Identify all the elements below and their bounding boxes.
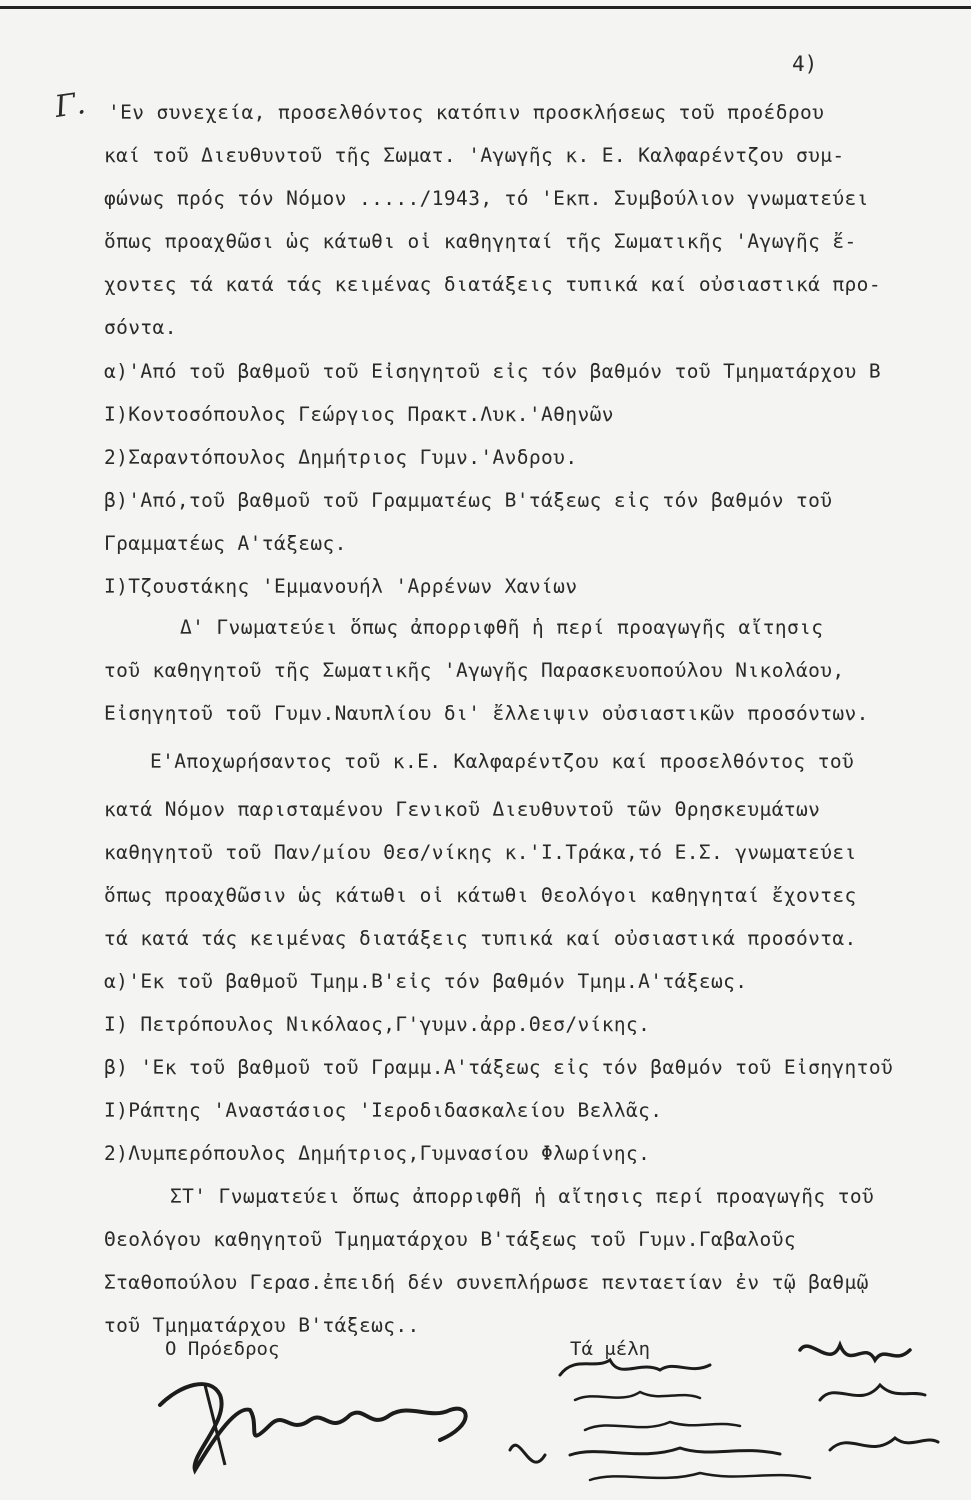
text-line: Δ' Γνωματεύει ὅπως ἀπορριφθῆ ἡ περί προαγωγῆς αἴτησις xyxy=(180,616,824,639)
text-line: ὅπως προαχθῶσι ὡς κάτωθι οἱ καθηγηταί τῆς Σωματικῆς 'Αγωγῆς ἔ- xyxy=(104,230,857,253)
president-signature xyxy=(150,1365,490,1480)
text-line: Σταθοπούλου Γερασ.ἐπειδή δέν συνεπλήρωσε πενταετίαν ἐν τῷ βαθμῷ xyxy=(104,1271,869,1294)
text-line: α)'Εκ τοῦ βαθμοῦ Τμημ.Β'εἰς τόν βαθμόν Τμημ.Α'τάξεως. xyxy=(104,970,748,993)
president-label: Ο Πρόεδρος xyxy=(165,1338,280,1360)
page-number: 4) xyxy=(792,52,818,76)
text-line: 'Εν συνεχεία, προσελθόντος κατόπιν προσκλήσεως τοῦ προέδρου xyxy=(108,101,825,124)
text-line: Ι)Κοντοσόπουλος Γεώργιος Πρακτ.Λυκ.'Αθηνῶν xyxy=(104,403,614,426)
margin-annotation: Γ. xyxy=(52,86,88,125)
text-line: καί τοῦ Διευθυντοῦ τῆς Σωματ. 'Αγωγῆς κ. Ε. Καλφαρέντζου συμ- xyxy=(104,144,845,167)
text-line: β) 'Εκ τοῦ βαθμοῦ τοῦ Γραμμ.Α'τάξεως εἰς τόν βαθμόν τοῦ Εἰσηγητοῦ xyxy=(104,1056,894,1079)
text-line: Εἰσηγητοῦ τοῦ Γυμν.Ναυπλίου δι' ἔλλειψιν οὐσιαστικῶν προσόντων. xyxy=(104,702,869,725)
text-line: ὅπως προαχθῶσιν ὡς κάτωθι οἱ κάτωθι Θεολόγοι καθηγηταί ἔχοντες xyxy=(104,884,857,907)
text-line: τά κατά τάς κειμένας διατάξεις τυπικά καί οὐσιαστικά προσόντα. xyxy=(104,927,857,950)
text-line: Ι)Ράπτης 'Αναστάσιος 'Ιεροδιδασκαλείου Βελλᾶς. xyxy=(104,1099,663,1122)
text-line: α)'Από τοῦ βαθμοῦ τοῦ Εἰσηγητοῦ εἰς τόν βαθμόν τοῦ Τμηματάρχου Β xyxy=(104,360,881,383)
text-line: φώνως πρός τόν Νόμον ...../1943, τό 'Εκπ. Συμβούλιον γνωματεύει xyxy=(104,187,869,210)
text-line: Γραμματέως Α'τάξεως. xyxy=(104,532,347,555)
text-line: Ε'Αποχωρήσαντος τοῦ κ.Ε. Καλφαρέντζου καί προσελθόντος τοῦ xyxy=(150,750,855,773)
members-signatures xyxy=(500,1330,940,1500)
text-line: τοῦ καθηγητοῦ τῆς Σωματικῆς 'Αγωγῆς Παρασκευοπούλου Νικολάου, xyxy=(104,659,845,682)
text-line: Ι)Τζουστάκης 'Εμμανουήλ 'Αρρένων Χανίων xyxy=(104,575,578,598)
text-line: Θεολόγου καθηγητοῦ Τμηματάρχου Β'τάξεως τοῦ Γυμν.Γαβαλοῦς xyxy=(104,1228,796,1251)
text-line: Ι) Πετρόπουλος Νικόλαος,Γ'γυμν.ἀρρ.Θεσ/νίκης. xyxy=(104,1013,651,1036)
text-line: σόντα. xyxy=(104,316,177,339)
text-line: β)'Από,τοῦ βαθμοῦ τοῦ Γραμματέως Β'τάξεως εἰς τόν βαθμόν τοῦ xyxy=(104,489,833,512)
text-line: ΣΤ' Γνωματεύει ὅπως ἀπορριφθῆ ἡ αἴτησις περί προαγωγῆς τοῦ xyxy=(170,1185,875,1208)
text-line: 2)Σαραντόπουλος Δημήτριος Γυμν.'Ανδρου. xyxy=(104,446,578,469)
text-line: χοντες τά κατά τάς κειμένας διατάξεις τυπικά καί οὐσιαστικά προ- xyxy=(104,273,881,296)
members-label: Τά μέλη xyxy=(570,1338,651,1360)
text-line: τοῦ Τμηματάρχου Β'τάξεως.. xyxy=(104,1314,420,1337)
top-border-line xyxy=(0,6,971,9)
text-line: κατά Νόμον παρισταμένου Γενικοῦ Διευθυντοῦ τῶν Θρησκευμάτων xyxy=(104,798,821,821)
text-line: καθηγητοῦ τοῦ Παν/μίου Θεσ/νίκης κ.'Ι.Τράκα,τό Ε.Σ. γνωματεύει xyxy=(104,841,857,864)
text-line: 2)Λυμπερόπουλος Δημήτριος,Γυμνασίου Φλωρίνης. xyxy=(104,1142,651,1165)
